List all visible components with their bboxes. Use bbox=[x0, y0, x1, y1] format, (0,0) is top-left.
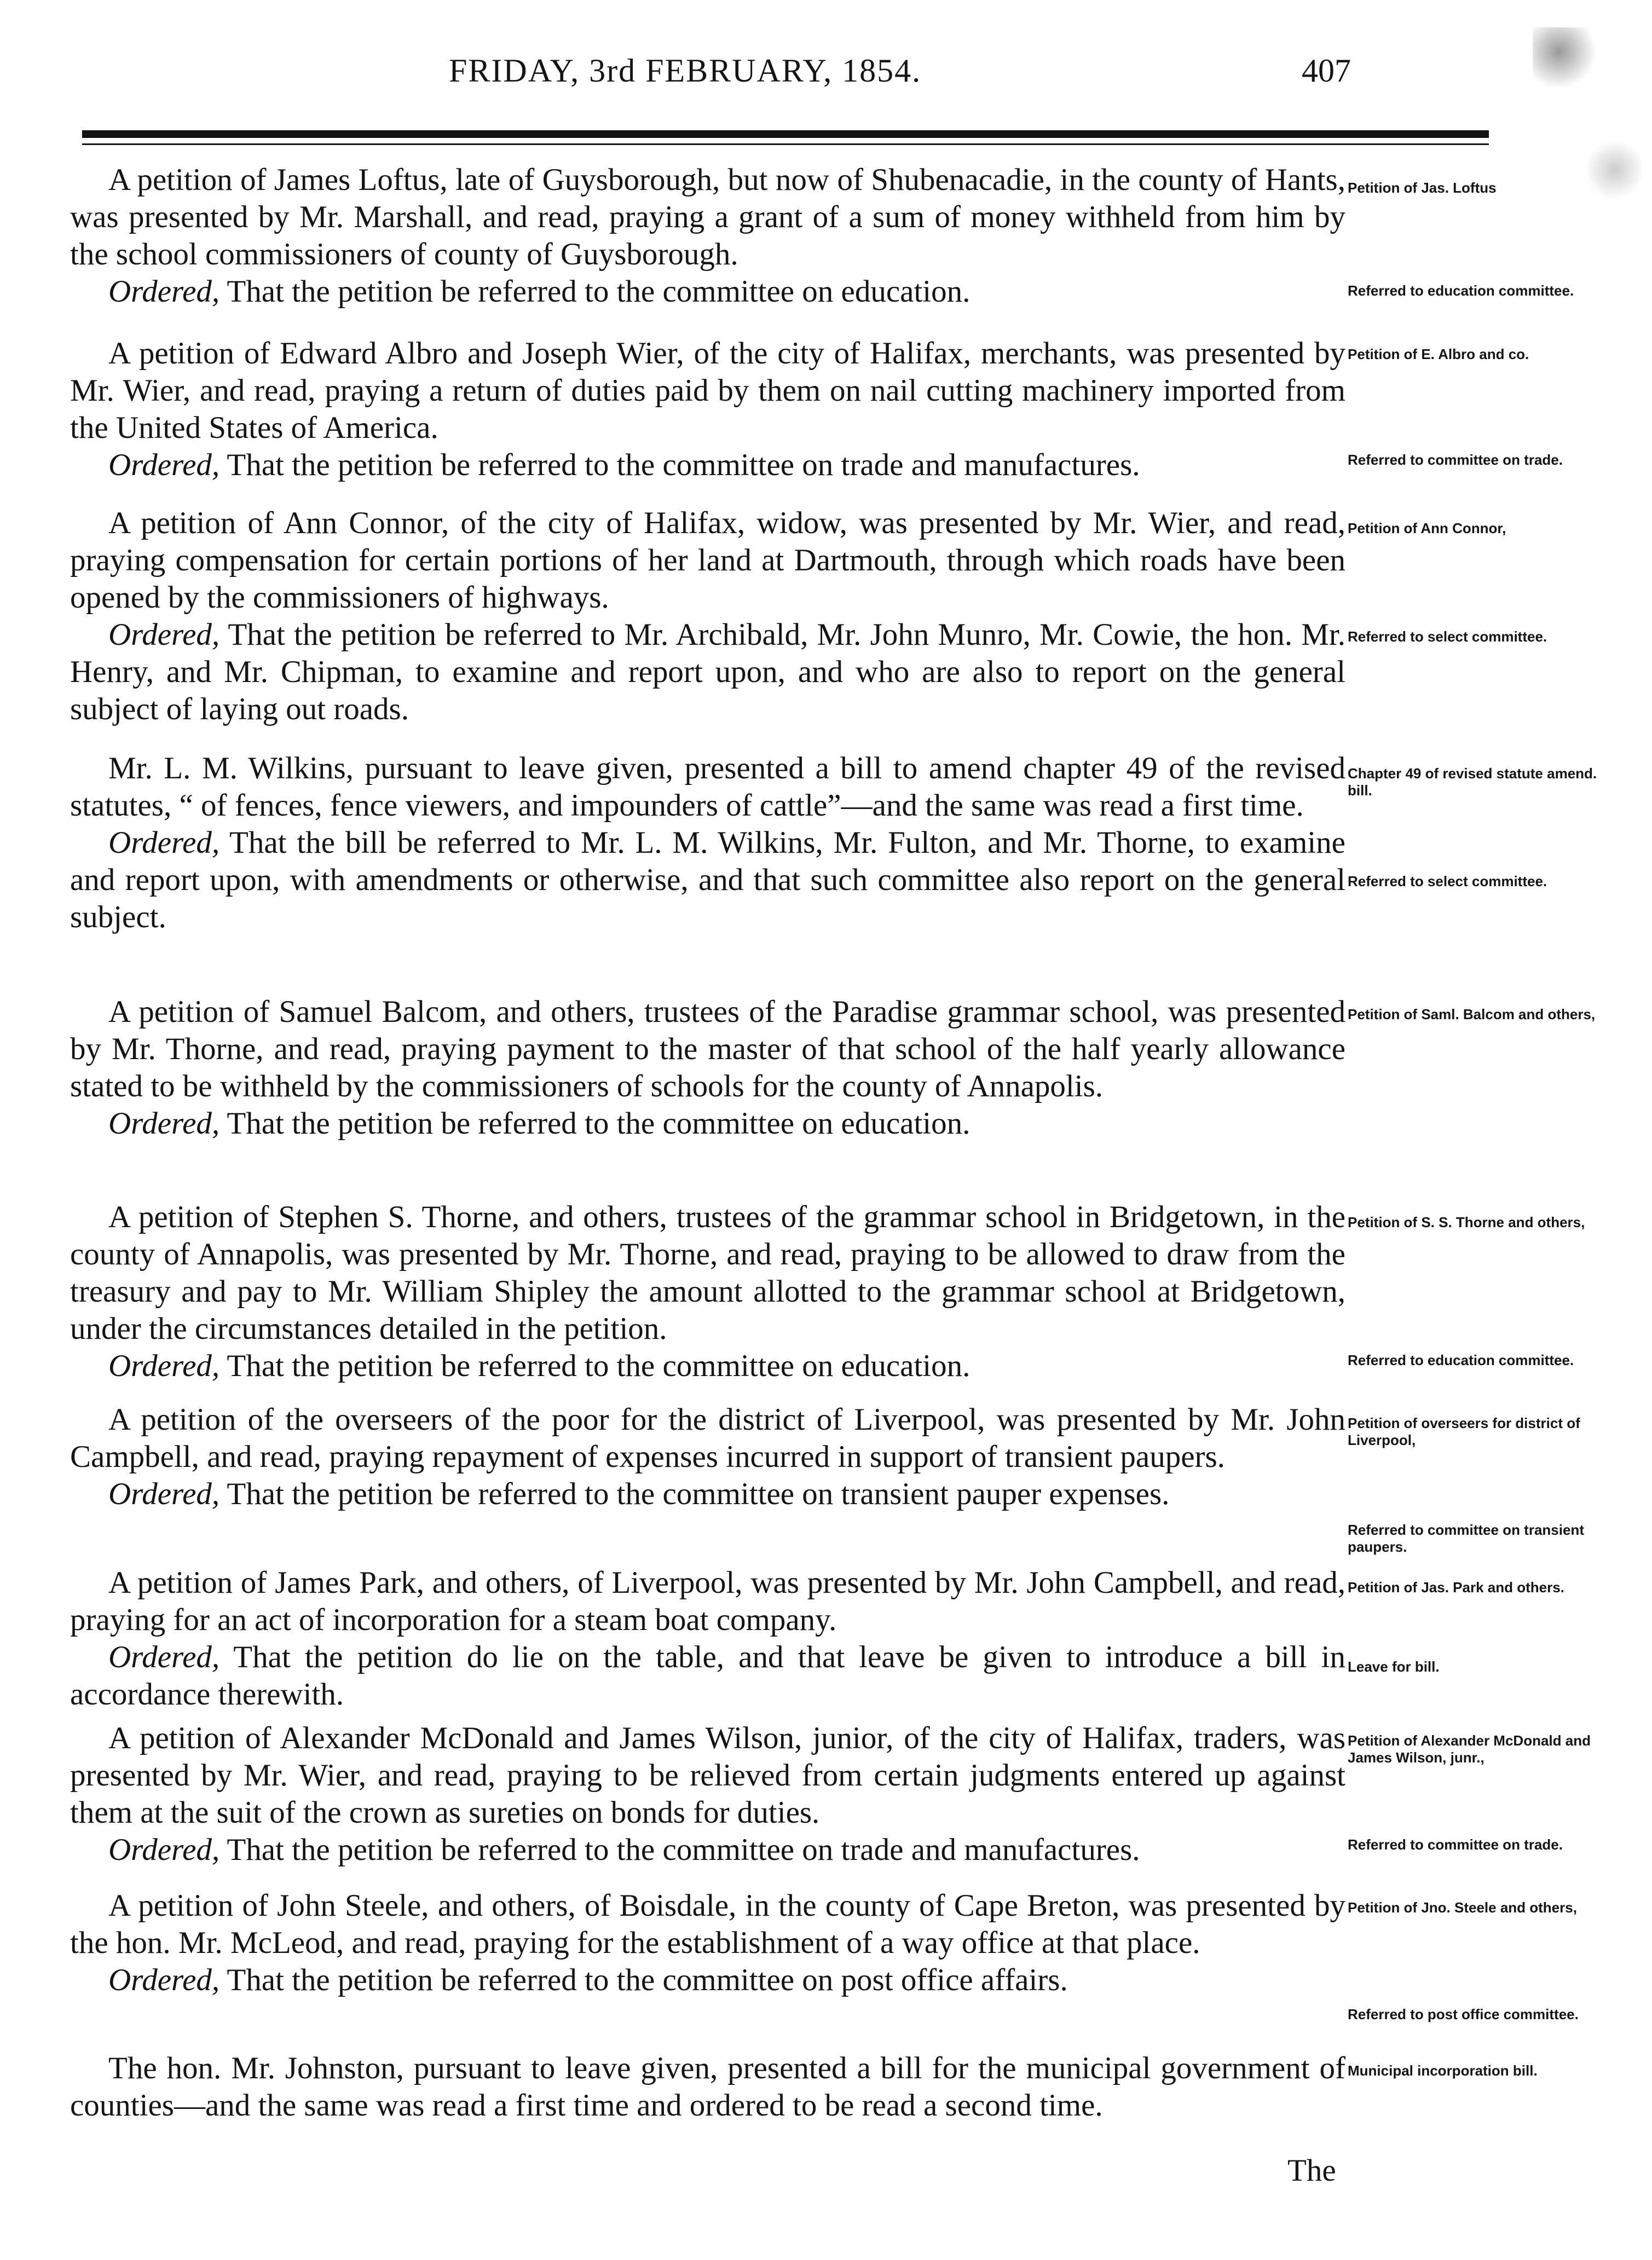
ordered-text: That the petition be referred to the committee on post office affairs. bbox=[227, 1963, 1068, 1997]
journal-entry bbox=[70, 335, 1345, 484]
catchword: The bbox=[1287, 2153, 1336, 2188]
margin-note: Petition of S. S. Thorne and others, bbox=[1348, 1214, 1585, 1230]
ordered-label: Ordered, bbox=[108, 1963, 220, 1997]
margin-note: Referred to select committee. bbox=[1348, 873, 1547, 889]
journal-entry bbox=[70, 750, 1345, 936]
ordered-text: That the petition be referred to the committee on trade and manufactures. bbox=[227, 448, 1140, 482]
margin-note: Petition of overseers for district of Liverpool, bbox=[1348, 1415, 1580, 1448]
entry-paragraph: The hon. Mr. Johnston, pursuant to leave given, presented a bill for the municipal government of counties—and the same was read a first time and ordered to be read a second time. bbox=[70, 2051, 1345, 2123]
journal-entry bbox=[70, 1199, 1345, 1385]
ordered-text: That the petition be referred to the committee on education. bbox=[227, 1106, 971, 1141]
margin-note: Leave for bill. bbox=[1348, 1658, 1440, 1675]
entry-paragraph: A petition of James Loftus, late of Guysborough, but now of Shubenacadie, in the county of Hants, was presented by Mr. Marshall, and read, praying a grant of a sum of money withheld from him by the school commissioners of county of Guysborough. bbox=[70, 163, 1345, 271]
margin-note: Referred to education committee. bbox=[1348, 282, 1574, 299]
ordered-label: Ordered, bbox=[108, 448, 220, 482]
entry-paragraph: A petition of Alexander McDonald and James Wilson, junior, of the city of Halifax, traders, was presented by Mr. Wier, and read, praying to be relieved from certain judgments entered up against them at the suit of the crown as sureties on bonds for duties. bbox=[70, 1721, 1345, 1830]
entry-paragraph: A petition of Edward Albro and Joseph Wier, of the city of Halifax, merchants, was presented by Mr. Wier, and read, praying a return of duties paid by them on nail cutting machinery imported from the United States of America. bbox=[70, 336, 1345, 445]
ordered-label: Ordered, bbox=[108, 274, 220, 309]
journal-entry bbox=[70, 505, 1345, 728]
ordered-label: Ordered, bbox=[108, 617, 220, 652]
ordered-text: That the petition be referred to the committee on transient pauper expenses. bbox=[227, 1477, 1170, 1511]
margin-note: Referred to post office committee. bbox=[1348, 2006, 1579, 2022]
journal-entry bbox=[70, 1887, 1345, 1999]
margin-note: Referred to select committee. bbox=[1348, 628, 1547, 645]
ordered-label: Ordered, bbox=[108, 1833, 220, 1867]
ordered-label: Ordered, bbox=[108, 1349, 220, 1383]
journal-entry bbox=[70, 993, 1345, 1142]
entry-paragraph: A petition of Ann Connor, of the city of Halifax, widow, was presented by Mr. Wier, and read, praying compensation for certain portions of her land at Dartmouth, through which roads have been opened by the commissioners of highways. bbox=[70, 506, 1345, 615]
entry-paragraph: A petition of James Park, and others, of Liverpool, was presented by Mr. John Campbell, and read, praying for an act of incorporation for a steam boat company. bbox=[70, 1565, 1345, 1637]
margin-note: Petition of Saml. Balcom and others, bbox=[1348, 1006, 1596, 1022]
margin-note: Petition of Alexander McDonald and James Wilson, junr., bbox=[1348, 1732, 1591, 1766]
ordered-text: That the bill be referred to Mr. L. M. Wilkins, Mr. Fulton, and Mr. Thorne, to examine and report upon, with amendments or otherwise, and that such committee also report on the general subject. bbox=[70, 825, 1345, 934]
ordered-text: That the petition be referred to Mr. Archibald, Mr. John Munro, Mr. Cowie, the hon. Mr. Henry, and Mr. Chipman, to examine and report upon, and who are also to report on the general subject of laying out roads. bbox=[70, 617, 1345, 726]
margin-note: Referred to committee on trade. bbox=[1348, 1836, 1563, 1853]
margin-note: Municipal incorporation bill. bbox=[1348, 2062, 1538, 2079]
margin-note: Chapter 49 of revised statute amend. bill. bbox=[1348, 765, 1597, 799]
ordered-label: Ordered, bbox=[108, 1640, 220, 1674]
entry-paragraph: A petition of Samuel Balcom, and others, trustees of the Paradise grammar school, was presented by Mr. Thorne, and read, praying payment to the master of that school of the half yearly allowance stated to be withheld by the commissioners of schools for the county of Annapolis. bbox=[70, 995, 1345, 1103]
ordered-label: Ordered, bbox=[108, 1106, 220, 1141]
ordered-text: That the petition be referred to the committee on education. bbox=[227, 1349, 971, 1383]
ordered-label: Ordered, bbox=[108, 825, 220, 860]
margin-note: Petition of Ann Connor, bbox=[1348, 520, 1506, 536]
journal-entry bbox=[70, 1564, 1345, 1713]
margin-note: Petition of Jno. Steele and others, bbox=[1348, 1899, 1577, 1916]
journal-entry bbox=[70, 1720, 1345, 1869]
header-rule bbox=[82, 143, 1489, 145]
entry-paragraph: A petition of the overseers of the poor for the district of Liverpool, was presented by Mr. John Campbell, and read, praying repayment of expenses incurred in support of transient paupers. bbox=[70, 1402, 1345, 1474]
journal-entry bbox=[70, 161, 1345, 310]
margin-note: Petition of Jas. Park and others. bbox=[1348, 1579, 1564, 1596]
page-header-title: FRIDAY, 3rd FEBRUARY, 1854. bbox=[449, 53, 922, 89]
ordered-text: That the petition do lie on the table, and that leave be given to introduce a bill in accordance therewith. bbox=[70, 1640, 1345, 1712]
ink-smudge bbox=[1533, 27, 1598, 88]
margin-note: Petition of E. Albro and co. bbox=[1348, 346, 1529, 362]
ordered-text: That the petition be referred to the committee on education. bbox=[227, 274, 971, 309]
header-rule bbox=[82, 130, 1489, 138]
margin-note: Petition of Jas. Loftus bbox=[1348, 180, 1497, 196]
page-number: 407 bbox=[1302, 53, 1351, 89]
margin-note: Referred to committee on transient paupers. bbox=[1348, 1522, 1584, 1555]
margin-note: Referred to committee on trade. bbox=[1348, 452, 1563, 468]
ordered-text: That the petition be referred to the committee on trade and manufactures. bbox=[227, 1833, 1140, 1867]
margin-note: Referred to education committee. bbox=[1348, 1352, 1574, 1368]
entry-paragraph: A petition of John Steele, and others, of Boisdale, in the county of Cape Breton, was presented by the hon. Mr. McLeod, and read, praying for the establishment of a way office at that place. bbox=[70, 1888, 1345, 1960]
journal-entry bbox=[70, 2050, 1345, 2124]
ordered-label: Ordered, bbox=[108, 1477, 220, 1511]
entry-paragraph: Mr. L. M. Wilkins, pursuant to leave given, presented a bill to amend chapter 49 of the revised statutes, “ of fences, fence viewers, and impounders of cattle”—and the same was read a first time. bbox=[70, 751, 1345, 823]
journal-entry bbox=[70, 1401, 1345, 1513]
entry-paragraph: A petition of Stephen S. Thorne, and others, trustees of the grammar school in Bridgetown, in the county of Annapolis, was presented by Mr. Thorne, and read, praying to be allowed to draw from the treasury and pay to Mr. William Shipley the amount allotted to the grammar school at Bridgetown, under the circumstances detailed in the petition. bbox=[70, 1200, 1345, 1346]
